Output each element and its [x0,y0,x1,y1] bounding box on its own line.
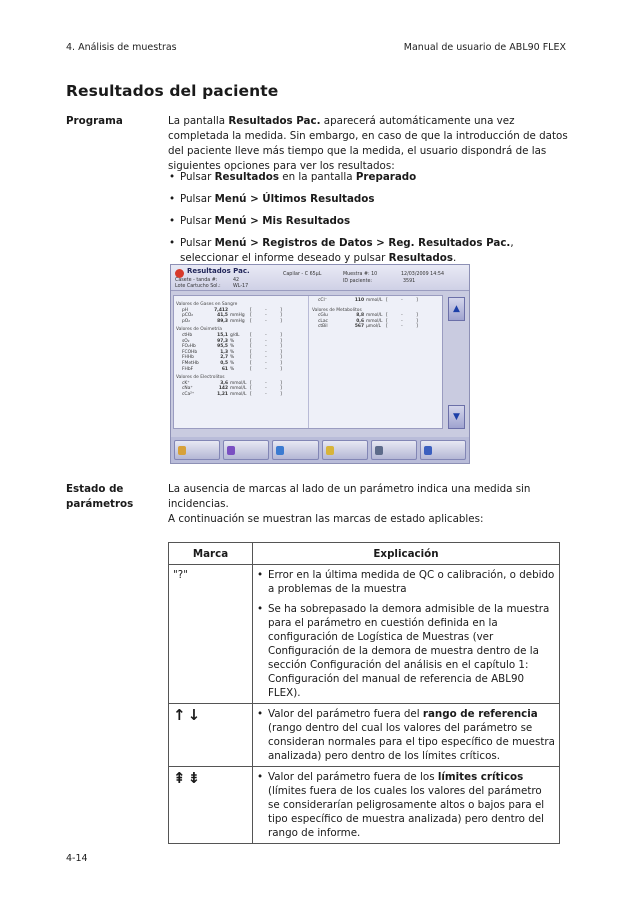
param-name: ctBil [318,324,328,330]
param-name: cCa²⁺ [182,391,195,397]
sample-mode: Capilar - C 65μL [283,272,322,277]
option-item [168,192,568,207]
side-heading-programa: Programa [66,115,123,127]
status-marks-table [168,542,560,844]
cassette-value: 42 [233,278,240,283]
param-bracket: [ - ] [250,332,288,338]
side-heading-line: Estado de [66,483,124,495]
param-unit: mmol/L [230,380,247,386]
result-row [312,298,426,304]
patient-id-value: 3591 [403,279,416,284]
param-unit: % [230,366,235,372]
section-title: Resultados del paciente [66,82,279,100]
sample-datetime: 12/03/2009 14:54 [401,272,444,277]
explanation-item: • Error en la última medida de QC o calibración, o debido a problemas de la muestra [257,568,555,596]
param-bracket: [ - ] [250,391,288,397]
mark-cell [169,704,253,767]
option-item [168,214,568,229]
option-item [168,170,568,185]
screenshot-button[interactable] [371,440,417,460]
results-left-column [176,298,290,398]
screenshot-button[interactable] [174,440,220,460]
option-text: Pulsar [180,193,215,205]
param-unit: g/dL [230,332,240,338]
table-row [169,565,560,704]
param-name: cNa⁺ [182,386,193,392]
running-header-chapter: 4. Análisis de muestras [66,42,177,53]
result-group-title: Valores de Electrolitos [176,375,225,381]
param-unit: mmol/L [366,298,383,303]
option-text: Pulsar [180,237,215,249]
param-value: 89,3 [217,318,228,324]
param-value: 3,6 [220,380,228,386]
result-group-title: Valores de Oximetría [176,327,222,333]
param-name: FMetHb [182,360,199,366]
explanation-bold: rango de referencia [422,708,538,720]
option-bold: Resultados [388,252,454,264]
arrow-up-icon: ▲ [453,304,460,314]
param-name: sO₂ [182,338,190,344]
mark-cell [169,767,253,844]
param-value: 142 [218,386,228,392]
arrow-up-down-icon: ↑↓ [173,706,203,724]
explanation-item: • Se ha sobrepasado la demora admisible de la muestra para el parámetro en cuestión definida en la configuración de Logística de Muestras (ver Configuración de la demora de muestra dentro de la sección Configuración del análisis en el capítulo 1: Configuración del manual de referencia de ABL90 FLEX). [257,602,555,700]
explanation-item [257,770,555,840]
param-name: cLac [318,318,328,324]
param-name: cGlu [318,313,328,319]
estado-paragraph-2: A continuación se muestran las marcas de estado aplicables: [168,513,484,525]
button-icon [326,446,334,455]
param-value: 7,412 [214,307,228,313]
param-name: pCO₂ [182,313,194,319]
option-text: . [453,252,457,264]
explanation-text: (rango dentro del cual los valores del parámetro se consideran normales para el tipo específico de muestra analizada) pero dentro de los límites críticos. [268,722,555,762]
lot-label: Lote Cartucho Sol.: [175,284,221,289]
option-bold: Resultados [214,171,279,183]
param-name: FHHb [182,355,194,361]
param-unit: μmol/L [366,324,381,330]
table-row [169,704,560,767]
param-bracket: [ - ] [250,344,288,350]
param-unit: mmol/L [230,386,247,392]
param-unit: % [230,338,235,344]
param-bracket: [ - ] [250,313,288,319]
param-name: cCl⁻ [318,298,328,303]
option-text: Pulsar [180,215,215,227]
param-value: 61 [221,366,228,372]
screenshot-button[interactable] [420,440,466,460]
param-unit: mmol/L [230,391,247,397]
patient-id-label: ID paciente: [343,279,373,284]
column-divider [308,296,309,428]
param-unit: mmHg [230,318,245,324]
screenshot-button[interactable] [322,440,368,460]
explanation-text: (límites fuera de los cuales los valores del parámetro se considerarían peligrosamente altos o bajos para el tipo específico de muestra analizada) pero dentro del rango de informe. [268,785,545,839]
side-heading-line: parámetros [66,498,134,510]
param-bracket: [ - ] [250,355,288,361]
param-value: 95,5 [217,344,228,350]
param-bracket: [ - ] [386,313,424,319]
side-heading-estado [66,482,133,512]
param-bracket: [ - ] [250,307,288,313]
screenshot-button[interactable] [223,440,269,460]
param-value: 15,1 [217,332,228,338]
explanation-text: Valor del parámetro fuera del [268,708,423,720]
table-row [169,767,560,844]
result-group-title: Valores de Gases en Sangre [176,302,238,307]
param-value: 0,5 [220,360,228,366]
button-icon [178,446,186,455]
button-icon [424,446,432,455]
option-bold: Menú > Registros de Datos > Reg. Resultados Pac. [214,237,511,249]
param-name: FCOHb [182,349,198,355]
option-text: Pulsar [180,171,215,183]
param-bracket: [ - ] [250,380,288,386]
explanation-item [257,707,555,763]
result-group-title: Valores de Metabolitos [312,307,362,313]
param-unit: % [230,349,235,355]
param-name: ctHb [182,332,193,338]
param-name: FHbF [182,366,194,372]
param-bracket: [ - ] [250,386,288,392]
mark-cell: "?" [169,565,253,704]
double-arrow-up-down-icon: ⇞⇟ [173,769,203,787]
param-bracket: [ - ] [386,298,424,303]
option-bold: Menú > Mis Resultados [214,215,351,227]
analyzer-screenshot [170,264,470,464]
explanation-cell [253,767,560,844]
explanation-text: Valor del parámetro fuera de los [268,771,438,783]
param-bracket: [ - ] [250,338,288,344]
programa-intro-text-1: La pantalla [168,115,229,127]
options-list [168,170,568,273]
param-bracket: [ - ] [386,318,424,324]
param-value: 41,5 [217,313,228,319]
param-bracket: [ - ] [250,366,288,372]
column-header-explicacion: Explicación [253,543,560,565]
page-number: 4-14 [66,853,88,864]
param-name: FO₂Hb [182,344,196,350]
param-bracket: [ - ] [250,360,288,366]
result-row [176,319,290,325]
param-unit: % [230,360,235,366]
option-text: en la pantalla [278,171,356,183]
result-row [176,367,290,373]
table-header-row [169,543,560,565]
app-logo-icon [175,269,184,278]
screenshot-title: Resultados Pac. [187,267,250,275]
running-header-manual: Manual de usuario de ABL90 FLEX [403,42,566,53]
option-text: , seleccionar el informe deseado y pulsar [180,237,514,264]
estado-paragraph-1: La ausencia de marcas al lado de un parámetro indica una medida sin incidencias. [168,483,531,510]
programa-intro-text-2: aparecerá automáticamente una vez completada la medida. Sin embargo, en caso de que la introducción de datos del paciente lleve más tiempo que la medida, el usuario dispondrá de las siguientes opciones para ver los resultados: [168,115,568,172]
explanation-cell [253,704,560,767]
param-bracket: [ - ] [250,349,288,355]
param-value: 110 [354,298,364,303]
programa-intro-bold: Resultados Pac. [228,115,321,127]
explanation-bold: límites críticos [437,771,524,783]
param-value: 0,6 [356,318,364,324]
arrow-down-icon: ▼ [453,412,460,422]
screenshot-button[interactable] [272,440,318,460]
scroll-down-button[interactable] [448,405,465,429]
programa-intro [168,114,568,174]
result-row [312,324,426,330]
param-unit: mmol/L [366,313,383,319]
button-icon [227,446,235,455]
param-value: 1,21 [217,391,228,397]
param-value: 8,8 [356,313,364,319]
result-row [176,392,290,398]
results-right-column [312,298,426,330]
scroll-up-button[interactable] [448,297,465,321]
button-icon [276,446,284,455]
param-value: 1,3 [220,349,228,355]
param-value: 97,3 [217,338,228,344]
param-value: 567 [354,324,364,330]
option-bold: Menú > Últimos Resultados [214,193,375,205]
lot-value: WL-17 [233,284,249,289]
column-header-marca: Marca [169,543,253,565]
param-unit: mmHg [230,313,245,319]
cassette-label: Casete - tanda #: [175,278,218,283]
param-name: cK⁺ [182,380,190,386]
param-value: 2,7 [220,355,228,361]
option-item [168,236,568,266]
param-bracket: [ - ] [386,324,424,330]
button-icon [375,446,383,455]
explanation-cell [253,565,560,704]
param-unit: % [230,344,235,350]
param-name: pO₂ [182,318,191,324]
param-bracket: [ - ] [250,318,288,324]
screenshot-button-bar [171,437,469,463]
sample-number: Muestra #: 10 [343,272,378,277]
screenshot-header-bar [171,265,469,291]
param-unit: mmol/L [366,318,383,324]
param-name: pH [182,307,189,313]
option-bold: Preparado [355,171,417,183]
param-unit: % [230,355,235,361]
results-panel [173,295,443,429]
